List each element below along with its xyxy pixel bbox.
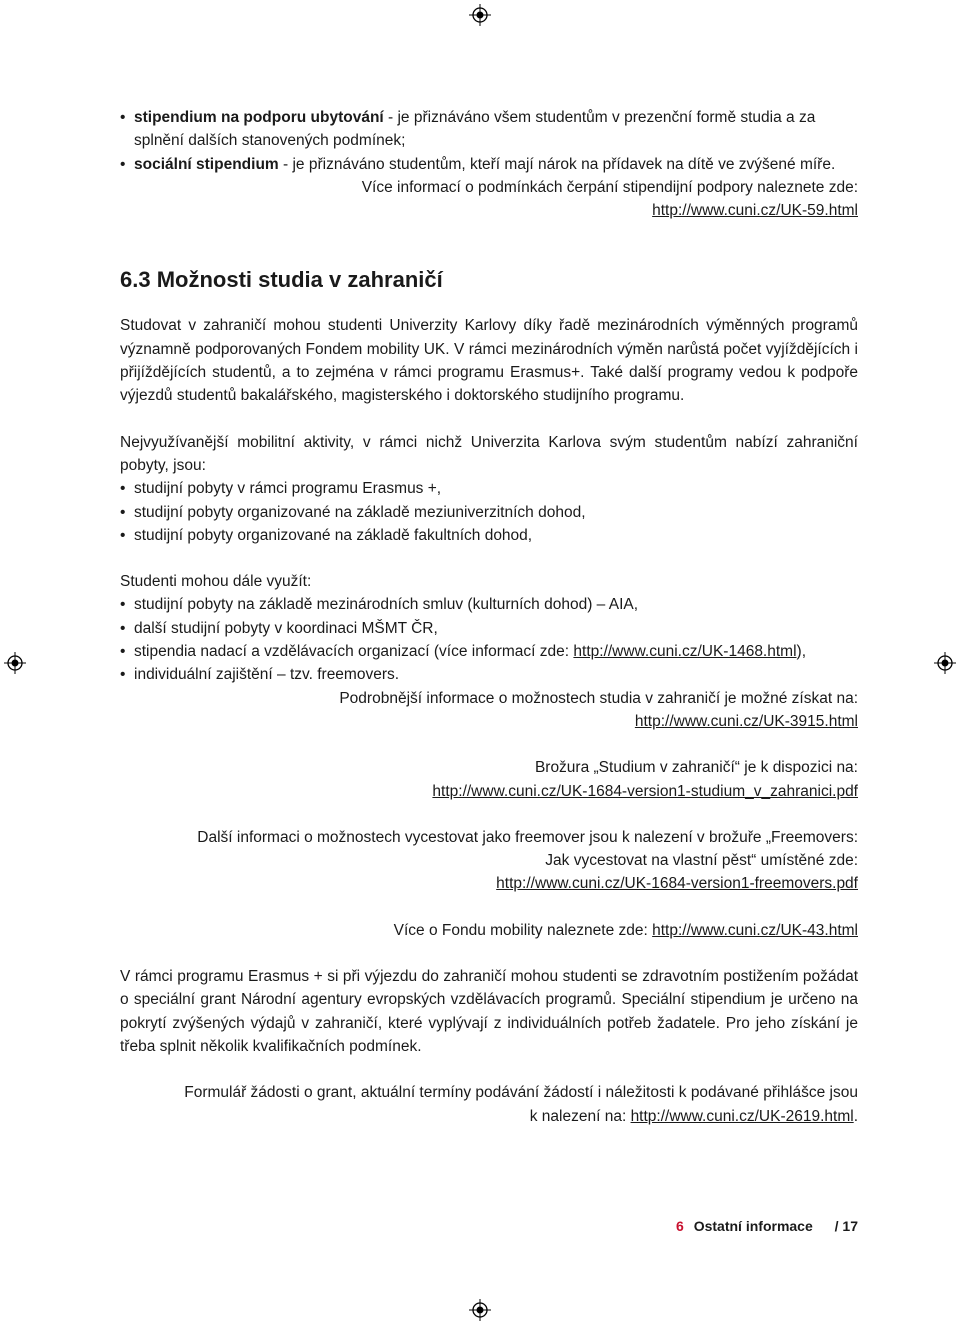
mobility-paragraph: Nejvyužívanější mobilitní aktivity, v rámci nichž Univerzita Karlova svým studentům nabízí zahraniční pobyty, jsou:: [120, 433, 858, 474]
item-term: sociální stipendium: [134, 155, 279, 173]
registration-mark-icon: [4, 652, 26, 674]
item-term: stipendium na podporu ubytování: [134, 109, 384, 126]
item-text: ),: [796, 643, 806, 661]
info-link-line: [120, 1105, 858, 1128]
item-text: stipendia nadací a vzdělávacích organizací (více informací zde:: [134, 643, 574, 661]
info-text: Brožura „Studium v zahraničí“ je k dispozici na:: [534, 759, 858, 777]
brochure-link[interactable]: http://www.cuni.cz/UK-1684-version1-studium_v_zahranici.pdf: [432, 782, 858, 800]
chapter-title: Ostatní informace: [693, 1218, 813, 1234]
info-text: k nalezení na:: [529, 1107, 631, 1125]
registration-mark-icon: [469, 1299, 491, 1321]
registration-mark-icon: [934, 652, 956, 674]
options-list: [120, 593, 858, 686]
stipend-list: [120, 106, 858, 176]
list-item: • další studijní pobyty v koordinaci MŠMT ČR,: [120, 617, 858, 640]
info-text: Více informací o podmínkách čerpání stipendijní podpory naleznete zde:: [361, 178, 858, 196]
info-text: Více o Fondu mobility naleznete zde:: [393, 921, 653, 939]
page-footer: [676, 1218, 858, 1234]
study-abroad-link[interactable]: http://www.cuni.cz/UK-3915.html: [634, 712, 858, 730]
info-text: Jak vycestovat na vlastní pěst“ umístěné zde:: [545, 852, 858, 870]
grant-form-link[interactable]: http://www.cuni.cz/UK-2619.html: [630, 1107, 854, 1125]
mobility-list: [120, 477, 858, 547]
info-link-line: [120, 872, 858, 895]
registration-mark-icon: [469, 4, 491, 26]
info-text: Podrobnější informace o možnostech studia v zahraničí je možné získat na:: [339, 689, 858, 707]
info-link-line: [120, 199, 858, 222]
list-item: • studijní pobyty na základě mezinárodních smluv (kulturních dohod) – AIA,: [120, 593, 858, 616]
info-text: .: [853, 1107, 858, 1125]
list-item: • individuální zajištění – tzv. freemovers.: [120, 663, 858, 686]
mobility-fund-link[interactable]: http://www.cuni.cz/UK-43.html: [652, 921, 858, 939]
main-content: [120, 106, 858, 1128]
list-item: [120, 640, 858, 663]
item-text: - je přiznáváno studentům, kteří mají nárok na přídavek na dítě ve zvýšené míře.: [278, 155, 836, 173]
options-paragraph: Studenti mohou dále využít:: [120, 573, 312, 591]
info-text: Formulář žádosti o grant, aktuální termíny podávání žádostí i náležitosti k podávané přihlášce jsou: [184, 1084, 858, 1102]
intro-paragraph: Studovat v zahraničí mohou studenti Univerzity Karlovy díky řadě mezinárodních výměnných programů významně podporovaných Fondem mobility UK. V rámci mezinárodních výměn narůstá počet vyjíždějících i přijíždějících studentů, a to zejména v rámci programu Erasmus+. Také další programy vedou k podpoře výjezdů studentů bakalářského, magisterského i doktorského studijního programu.: [120, 317, 858, 405]
list-item: • studijní pobyty organizované na základě meziuniverzitních dohod,: [120, 501, 858, 524]
stipend-info-link[interactable]: http://www.cuni.cz/UK-59.html: [652, 202, 858, 220]
list-item: [120, 153, 858, 176]
info-link-line: [120, 919, 858, 942]
list-item: [120, 106, 858, 153]
erasmus-paragraph: V rámci programu Erasmus + si při výjezdu do zahraničí mohou studenti se zdravotním postižením požádat o speciální grant Národní agentury evropských vzdělávacích programů. Speciální stipendium je určeno na pokrytí zvýšených výdajů v zahraničí, které vyplývají z individuálních potřeb žadatele. Pro jeho získání je třeba splnit několik kvalifikačních podmínek.: [120, 968, 858, 1055]
list-item: • studijní pobyty organizované na základě fakultních dohod,: [120, 524, 858, 547]
info-text: Další informaci o možnostech vycestovat jako freemover jsou k nalezení v brožuře „Freemovers:: [197, 828, 858, 846]
foundations-link[interactable]: http://www.cuni.cz/UK-1468.html: [573, 643, 797, 661]
list-item: • studijní pobyty v rámci programu Erasmus +,: [120, 477, 858, 500]
item-text: - je přiznáváno všem studentům v prezenční formě studia a za splnění dalších stanovených podmínek;: [134, 109, 816, 150]
freemovers-link[interactable]: http://www.cuni.cz/UK-1684-version1-freemovers.pdf: [496, 875, 858, 893]
page-number: / 17: [834, 1218, 858, 1234]
info-link-line: [120, 780, 858, 803]
chapter-number: 6: [676, 1218, 684, 1234]
section-heading: 6.3 Možnosti studia v zahraničí: [120, 267, 443, 293]
info-link-line: [120, 710, 858, 733]
